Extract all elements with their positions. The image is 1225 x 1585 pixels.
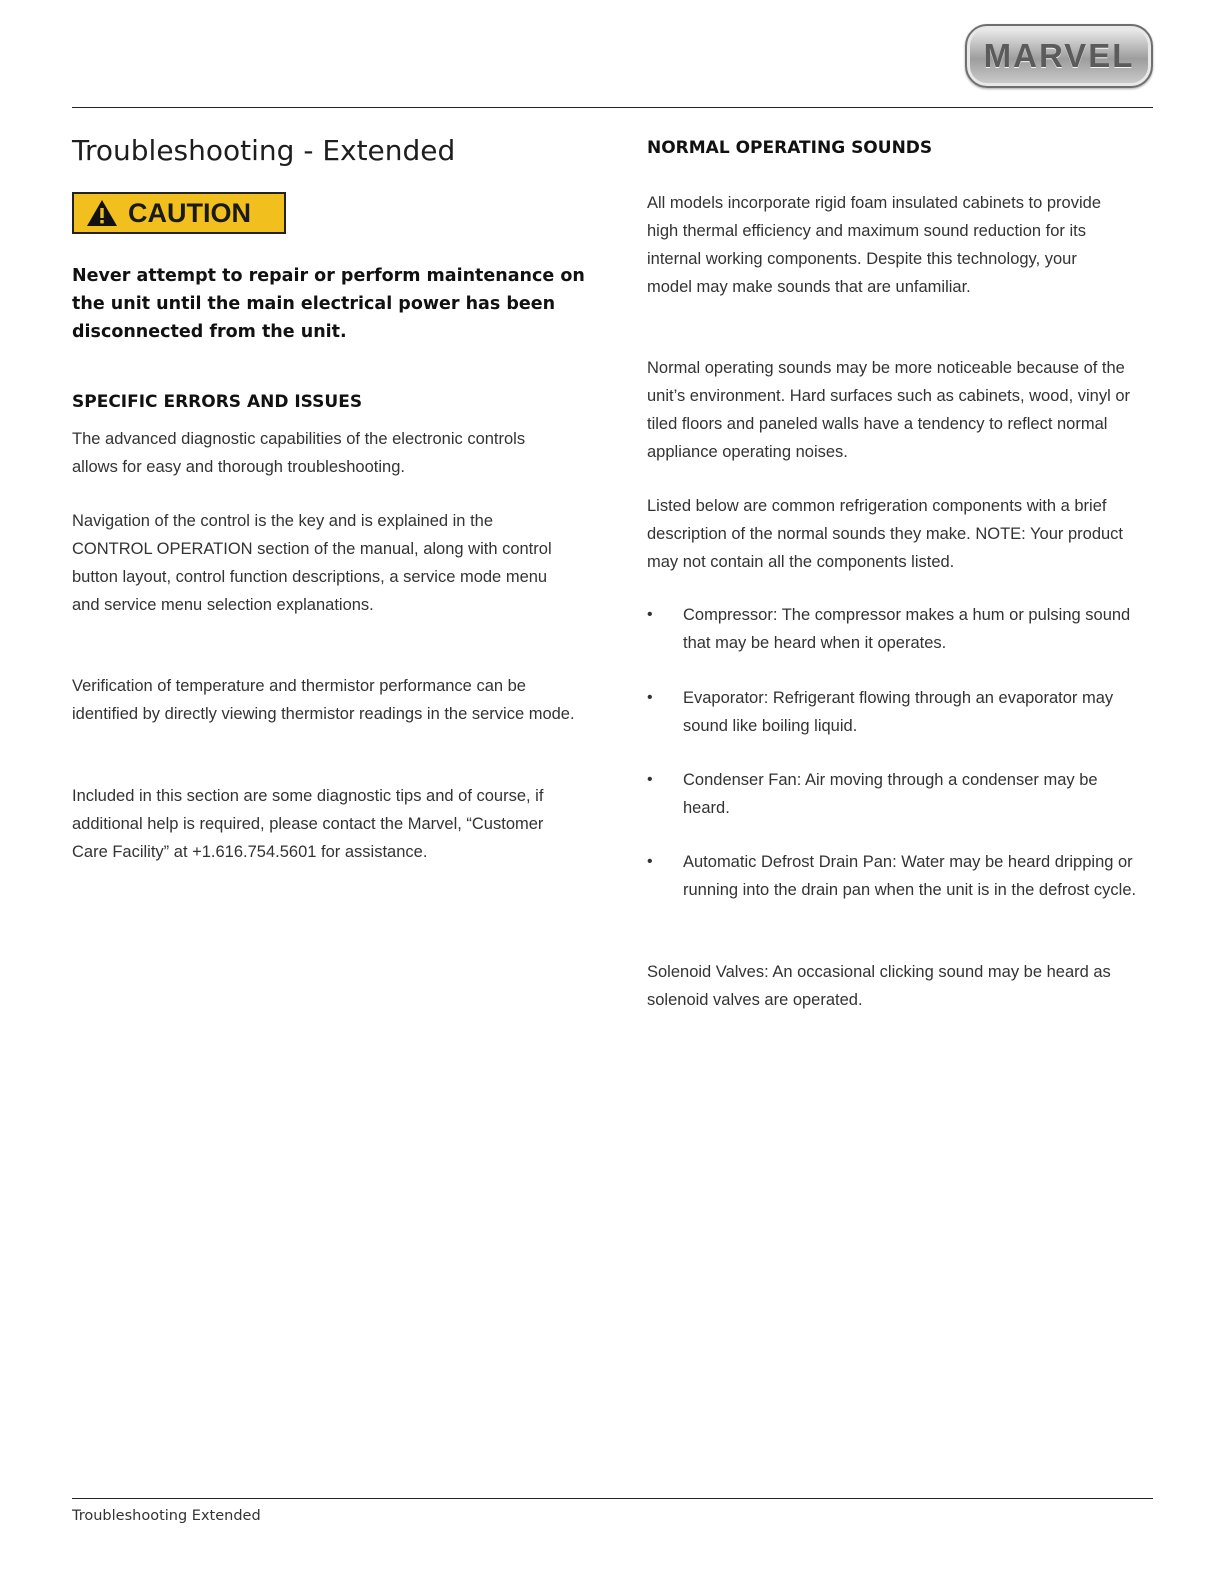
normal-sounds-heading: NORMAL OPERATING SOUNDS (647, 138, 933, 158)
page-footer: Troubleshooting Extended (72, 1508, 261, 1524)
footer-rule (72, 1498, 1153, 1499)
left-paragraph-3: Verification of temperature and thermistor performance can be identified by directly viewing thermistor readings in the service mode. (72, 677, 575, 723)
left-paragraph-1: The advanced diagnostic capabilities of the electronic controls allows for easy and thorough troubleshooting. (72, 430, 526, 476)
left-paragraph-4: Included in this section are some diagnostic tips and of course, if additional help is required, please contact the Marvel, “Customer Care Facility” at +1.616.754.5601 for assistance. (72, 787, 544, 861)
marvel-logo: MARVEL (965, 24, 1153, 88)
right-paragraph-1: All models incorporate rigid foam insulated cabinets to provide high thermal efficiency and maximum sound reduction for its internal working components. Despite this technology, your model may make sounds that are unfamiliar. (647, 194, 1101, 296)
caution-label-box (72, 192, 286, 234)
right-closing-paragraph: Solenoid Valves: An occasional clicking sound may be heard as solenoid valves are operated. (647, 963, 1111, 1009)
list-item: • Condenser Fan: Air moving through a condenser may be heard. (647, 766, 1147, 822)
caution-text: CAUTION (128, 197, 251, 228)
right-paragraph-3: Listed below are common refrigeration components with a brief description of the normal sounds they make. NOTE: Your product may not contain all the components listed. (647, 497, 1124, 571)
bullet-icon: • (647, 771, 653, 788)
bullet-icon: • (647, 606, 653, 623)
header-rule (72, 107, 1153, 108)
safety-warning: Never attempt to repair or perform maintenance on the unit until the main electrical power has been disconnected from the unit. (72, 266, 585, 342)
right-paragraph-2: Normal operating sounds may be more noticeable because of the unit’s environment. Hard surfaces such as cabinets, wood, vinyl or tiled floors and paneled walls have a tendency to reflect normal appliance operating noises. (647, 359, 1131, 461)
list-item: • Compressor: The compressor makes a hum or pulsing sound that may be heard when it operates. (647, 601, 1147, 657)
warning-triangle-icon (86, 199, 118, 227)
bullet-icon: • (647, 689, 653, 706)
left-paragraph-2: Navigation of the control is the key and is explained in the CONTROL OPERATION section of the manual, along with control button layout, control function descriptions, a service mode menu and service menu selection explanations. (72, 512, 552, 614)
bullet-icon: • (647, 853, 653, 870)
specific-errors-heading: SPECIFIC ERRORS AND ISSUES (72, 392, 363, 412)
list-item: • Evaporator: Refrigerant flowing through an evaporator may sound like boiling liquid. (647, 684, 1147, 740)
list-item: • Automatic Defrost Drain Pan: Water may be heard dripping or running into the drain pan when the unit is in the defrost cycle. (647, 848, 1147, 904)
page-title: Troubleshooting - Extended (72, 134, 456, 167)
